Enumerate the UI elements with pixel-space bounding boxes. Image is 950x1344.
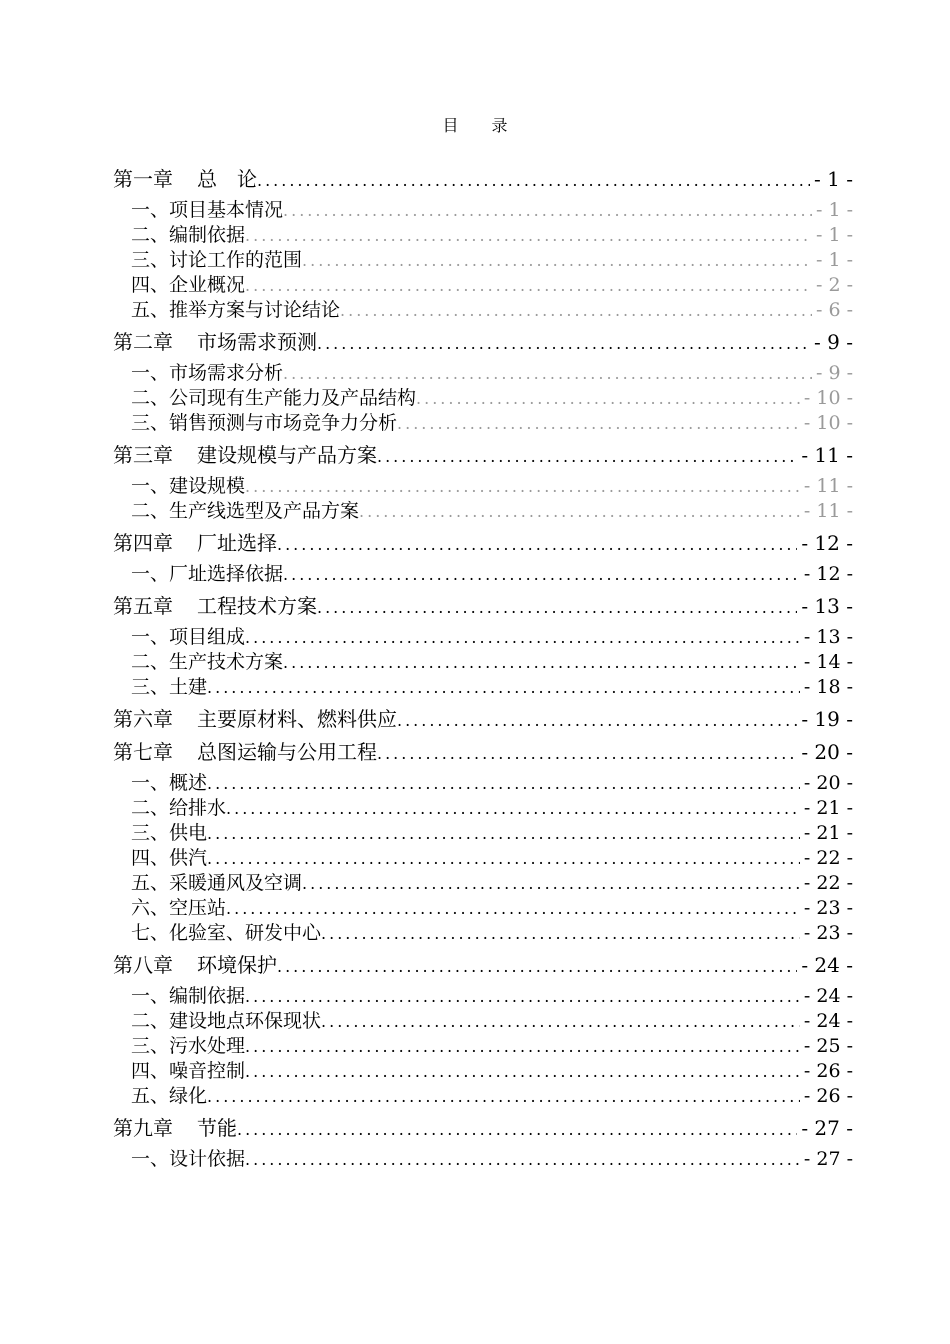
dot-leader xyxy=(397,707,797,733)
dot-leader xyxy=(416,386,800,411)
dot-leader xyxy=(277,953,797,979)
toc-section-entry[interactable] xyxy=(113,871,853,896)
toc-section-entry[interactable] xyxy=(113,361,853,386)
chapter-number: 第二章 xyxy=(113,330,173,354)
chapter-title: 市场需求预测 xyxy=(197,330,317,354)
dot-leader xyxy=(397,411,800,436)
toc-entry-label: 五、采暖通风及空调 xyxy=(131,872,303,894)
toc-entry-label: 二、编制依据 xyxy=(131,224,246,246)
page-number: - 10 - xyxy=(803,412,853,434)
toc-section-entry[interactable] xyxy=(113,1059,853,1084)
dot-leader xyxy=(377,740,797,766)
toc-entry-label xyxy=(113,328,317,356)
chapter-number: 第七章 xyxy=(113,740,173,764)
toc-section-entry[interactable] xyxy=(113,984,853,1009)
dot-leader xyxy=(317,594,797,620)
page-number: - 13 - xyxy=(803,626,853,648)
chapter-title: 环境保护 xyxy=(197,953,277,977)
chapter-number: 第五章 xyxy=(113,594,173,618)
toc-chapter-entry[interactable] xyxy=(113,1114,853,1142)
toc-chapter-entry[interactable] xyxy=(113,165,853,193)
toc-section-entry[interactable] xyxy=(113,223,853,248)
toc-entry-label: 一、设计依据 xyxy=(131,1148,246,1170)
toc-section-entry[interactable] xyxy=(113,650,853,675)
toc-entry-label: 一、建设规模 xyxy=(131,475,246,497)
page-number: - 27 - xyxy=(803,1148,853,1170)
toc-section-entry[interactable] xyxy=(113,248,853,273)
toc-entry-label: 三、销售预测与市场竞争力分析 xyxy=(131,412,398,434)
toc-entry-label: 二、生产线选型及产品方案 xyxy=(131,500,360,522)
toc-entry-label: 一、概述 xyxy=(131,772,208,794)
toc-entry-label: 三、污水处理 xyxy=(131,1035,246,1057)
dot-leader xyxy=(340,298,812,323)
toc-section-entry[interactable] xyxy=(113,821,853,846)
toc-section-entry[interactable] xyxy=(113,499,853,524)
chapter-title: 工程技术方案 xyxy=(197,594,317,618)
page-number: - 24 - xyxy=(801,953,853,977)
page-number: - 24 - xyxy=(803,985,853,1007)
dot-leader xyxy=(302,248,812,273)
toc-chapter-entry[interactable] xyxy=(113,592,853,620)
dot-leader xyxy=(207,675,800,700)
page-number: - 20 - xyxy=(803,772,853,794)
page-number: - 6 - xyxy=(815,299,853,321)
toc-entry-label: 四、企业概况 xyxy=(131,274,246,296)
toc-entry-label: 一、厂址选择依据 xyxy=(131,563,284,585)
page-number: - 26 - xyxy=(803,1085,853,1107)
dot-leader xyxy=(245,984,800,1009)
toc-entry-label: 一、编制依据 xyxy=(131,985,246,1007)
page-number: - 9 - xyxy=(815,362,853,384)
toc-section-entry[interactable] xyxy=(113,846,853,871)
chapter-number: 第九章 xyxy=(113,1116,173,1140)
chapter-title: 总 论 xyxy=(197,167,257,191)
chapter-number: 第六章 xyxy=(113,707,173,731)
page-number: - 18 - xyxy=(803,676,853,698)
toc-entry-label: 七、化验室、研发中心 xyxy=(131,922,322,944)
page-number: - 11 - xyxy=(801,443,853,467)
chapter-number: 第八章 xyxy=(113,953,173,977)
toc-entry-label: 四、供汽 xyxy=(131,847,208,869)
toc-section-entry[interactable] xyxy=(113,474,853,499)
page-number: - 25 - xyxy=(803,1035,853,1057)
page-number: - 23 - xyxy=(803,922,853,944)
page-number: - 27 - xyxy=(801,1116,853,1140)
toc-section-entry[interactable] xyxy=(113,1009,853,1034)
toc-entry-label: 三、讨论工作的范围 xyxy=(131,249,303,271)
toc-entry-label xyxy=(113,529,277,557)
toc-section-entry[interactable] xyxy=(113,562,853,587)
dot-leader xyxy=(237,1116,797,1142)
chapter-number: 第一章 xyxy=(113,167,173,191)
page-number: - 1 - xyxy=(815,224,853,246)
dot-leader xyxy=(321,1009,800,1034)
dot-leader xyxy=(377,443,797,469)
chapter-title: 总图运输与公用工程 xyxy=(197,740,377,764)
chapter-title: 建设规模与产品方案 xyxy=(197,443,377,467)
dot-leader xyxy=(245,1147,800,1172)
dot-leader xyxy=(302,871,800,896)
dot-leader xyxy=(245,273,812,298)
page-number: - 21 - xyxy=(803,797,853,819)
toc-section-entry[interactable] xyxy=(113,386,853,411)
toc-entry-label: 二、给排水 xyxy=(131,797,227,819)
dot-leader xyxy=(245,1059,800,1084)
page-number: - 1 - xyxy=(815,249,853,271)
toc-section-entry[interactable] xyxy=(113,411,853,436)
page-number: - 11 - xyxy=(803,475,853,497)
toc-section-entry[interactable] xyxy=(113,896,853,921)
dot-leader xyxy=(277,531,797,557)
dot-leader xyxy=(283,562,800,587)
toc-section-entry[interactable] xyxy=(113,921,853,946)
toc-entry-label: 一、项目基本情况 xyxy=(131,199,284,221)
page-number: - 12 - xyxy=(801,531,853,555)
dot-leader xyxy=(226,896,800,921)
toc-entry-label xyxy=(113,592,317,620)
page-number: - 22 - xyxy=(803,847,853,869)
page-number: - 1 - xyxy=(814,167,853,191)
toc-section-entry[interactable] xyxy=(113,625,853,650)
dot-leader xyxy=(226,796,800,821)
page-number: - 2 - xyxy=(815,274,853,296)
toc-section-entry[interactable] xyxy=(113,796,853,821)
chapter-title: 厂址选择 xyxy=(197,531,277,555)
dot-leader xyxy=(245,625,800,650)
page-number: - 13 - xyxy=(801,594,853,618)
toc-section-entry[interactable] xyxy=(113,675,853,700)
dot-leader xyxy=(245,1034,800,1059)
toc-entry-label xyxy=(113,165,257,193)
toc-section-entry[interactable] xyxy=(113,771,853,796)
dot-leader xyxy=(317,330,810,356)
chapter-title: 主要原材料、燃料供应 xyxy=(197,707,397,731)
toc-entry-label: 一、项目组成 xyxy=(131,626,246,648)
toc-entry-label xyxy=(113,738,377,766)
toc-chapter-entry[interactable] xyxy=(113,529,853,557)
dot-leader xyxy=(245,474,800,499)
toc-entry-label: 四、噪音控制 xyxy=(131,1060,246,1082)
table-of-contents xyxy=(113,160,853,1172)
chapter-title: 节能 xyxy=(197,1116,237,1140)
toc-title: 目 录 xyxy=(442,116,522,135)
toc-section-entry[interactable] xyxy=(113,298,853,323)
toc-entry-label: 二、公司现有生产能力及产品结构 xyxy=(131,387,417,409)
toc-entry-label xyxy=(113,441,377,469)
dot-leader xyxy=(245,223,812,248)
page-number: - 14 - xyxy=(803,651,853,673)
toc-chapter-entry[interactable] xyxy=(113,441,853,469)
dot-leader xyxy=(257,167,810,193)
page-number: - 20 - xyxy=(801,740,853,764)
toc-entry-label: 五、推举方案与讨论结论 xyxy=(131,299,341,321)
toc-entry-label xyxy=(113,951,277,979)
toc-entry-label: 二、生产技术方案 xyxy=(131,651,284,673)
dot-leader xyxy=(321,921,800,946)
toc-entry-label: 一、市场需求分析 xyxy=(131,362,284,384)
toc-chapter-entry[interactable] xyxy=(113,951,853,979)
toc-chapter-entry[interactable] xyxy=(113,738,853,766)
dot-leader xyxy=(359,499,800,524)
page-number: - 19 - xyxy=(801,707,853,731)
page-number: - 11 - xyxy=(803,500,853,522)
toc-entry-label xyxy=(113,705,397,733)
page-number: - 26 - xyxy=(803,1060,853,1082)
toc-entry-label: 六、空压站 xyxy=(131,897,227,919)
page-number: - 9 - xyxy=(814,330,853,354)
toc-section-entry[interactable] xyxy=(113,1084,853,1109)
dot-leader xyxy=(283,650,800,675)
page-number: - 12 - xyxy=(803,563,853,585)
toc-chapter-entry[interactable] xyxy=(113,328,853,356)
dot-leader xyxy=(283,198,812,223)
dot-leader xyxy=(207,821,800,846)
toc-section-entry[interactable] xyxy=(113,198,853,223)
toc-section-entry[interactable] xyxy=(113,1034,853,1059)
dot-leader xyxy=(207,1084,800,1109)
dot-leader xyxy=(283,361,812,386)
toc-entry-label: 五、绿化 xyxy=(131,1085,208,1107)
page-number: - 10 - xyxy=(803,387,853,409)
toc-entry-label xyxy=(113,1114,237,1142)
page-number: - 24 - xyxy=(803,1010,853,1032)
toc-chapter-entry[interactable] xyxy=(113,705,853,733)
toc-entry-label: 三、土建 xyxy=(131,676,208,698)
page-number: - 21 - xyxy=(803,822,853,844)
page-number: - 1 - xyxy=(815,199,853,221)
toc-section-entry[interactable] xyxy=(113,273,853,298)
toc-entry-label: 二、建设地点环保现状 xyxy=(131,1010,322,1032)
dot-leader xyxy=(207,846,800,871)
toc-section-entry[interactable] xyxy=(113,1147,853,1172)
toc-entry-label: 三、供电 xyxy=(131,822,208,844)
chapter-number: 第三章 xyxy=(113,443,173,467)
dot-leader xyxy=(207,771,800,796)
page-number: - 22 - xyxy=(803,872,853,894)
page-number: - 23 - xyxy=(803,897,853,919)
chapter-number: 第四章 xyxy=(113,531,173,555)
